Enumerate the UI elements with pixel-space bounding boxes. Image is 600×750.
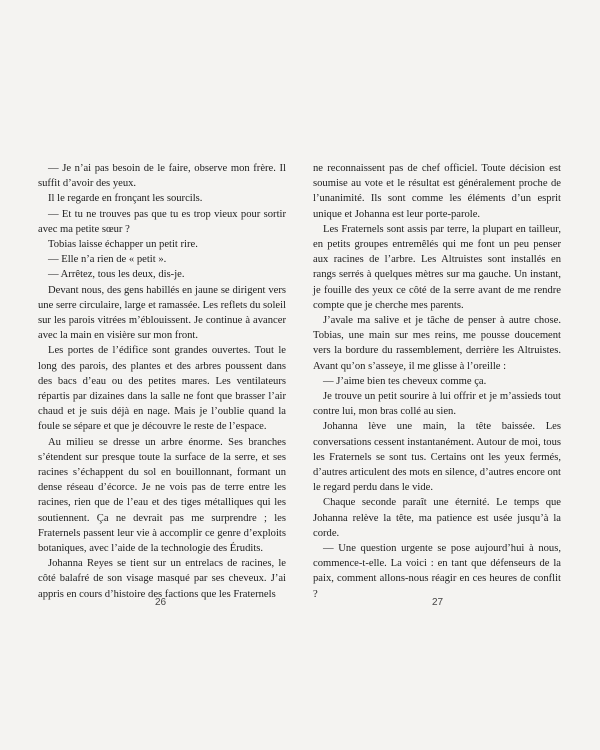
paragraph: Devant nous, des gens habillés en jaune se dirigent vers une serre circulaire, large et ramassée. Les reflets du soleil sur les parois vitrées m’éblouissent. Je continue à avancer avec la main en visière sur mon front. <box>38 284 286 342</box>
paragraph: — Et tu ne trouves pas que tu es trop vieux pour sortir avec ma petite sœur ? <box>38 208 286 235</box>
paragraph: J’avale ma salive et je tâche de penser à autre chose. Tobias, une main sur mes reins, me pousse doucement vers la bordure du rassemblement, derrière les Altruistes. Avant qu’on s’asseye, il me glisse à l’oreille : <box>313 315 561 372</box>
paragraph: ne reconnaissent pas de chef officiel. Toute décision est soumise au vote et le résultat est généralement proche de l’unanimité. Ils sont comme les éléments d’un esprit unique et Johanna est leur porte-parole. <box>313 163 561 220</box>
paragraph: — J’aime bien tes cheveux comme ça. <box>323 375 487 387</box>
paragraph: Tobias laisse échapper un petit rire. <box>48 239 198 251</box>
paragraph: Les Fraternels sont assis par terre, la plupart en tailleur, en petits groupes entremêlés qui me font un peu penser aux racines de l’arbre. Les Altruistes sont installés en rangs serrés à quelques mètres sur ma gauche. Un instant, je fouille des yeux ce côté de la serre avant de me rendre compte que je cherche mes parents. <box>313 223 561 311</box>
paragraph: Johanna Reyes se tient sur un entrelacs de racines, le côté balafré de son visage masqué par ses cheveux. J’ai appris en cours d’histoire des factions que les Fraternels <box>38 558 286 600</box>
page-number-right: 27 <box>432 597 444 608</box>
paragraph: Chaque seconde paraît une éternité. Le temps que Johanna relève la tête, ma patience est usée jusqu’à la corde. <box>313 497 561 539</box>
paragraph: — Une question urgente se pose aujourd’hui à nous, commence-t-elle. La voici : en tant que défenseurs de la paix, comment allons-nous réagir en ces heures de conflit ? <box>313 543 561 600</box>
paragraph: Au milieu se dresse un arbre énorme. Ses branches s’étendent sur presque toute la surface de la serre, et ses racines s’échappent du sol en bouillonnant, formant un dense réseau d’écorce. Je ne vois pas de terre entre les racines, rien que de l’eau et des tiges métalliques qui les soutiennent. Ça ne devrait pas me surprendre ; les Fraternels passent leur vie à accomplir ce genre d’exploits botaniques, avec l’aide de la technologie des Érudits. <box>38 436 286 555</box>
paragraph: — Arrêtez, tous les deux, dis-je. <box>48 269 185 281</box>
paragraph: — Je n’ai pas besoin de le faire, observe mon frère. Il suffit d’avoir des yeux. <box>38 163 286 190</box>
paragraph: Les portes de l’édifice sont grandes ouvertes. Tout le long des parois, des plantes et des arbres poussent dans des bacs d’eau ou des petites mares. Les ventilateurs répartis par dizaines dans la salle ne font que brasser l’air chaud et je suis déjà en nage. Mais je l’oublie quand la foule se sépare et que je découvre le reste de l’espace. <box>38 345 286 433</box>
left-page-text <box>38 161 286 602</box>
paragraph: Johanna lève une main, la tête baissée. Les conversations cessent instantanément. Autour de moi, tous les Fraternels se sont tus. Certains ont les yeux fermés, d’autres articulent des mots en silence, d’autres encore ont le regard perdu dans le vide. <box>313 421 561 494</box>
page-number-left: 26 <box>155 597 167 608</box>
right-page-text <box>313 161 561 602</box>
paragraph: Je trouve un petit sourire à lui offrir et je m’assieds tout contre lui, mon bras collé au sien. <box>313 391 561 418</box>
paragraph: Il le regarde en fronçant les sourcils. <box>48 193 203 205</box>
paragraph: — Elle n’a rien de « petit ». <box>48 254 167 266</box>
